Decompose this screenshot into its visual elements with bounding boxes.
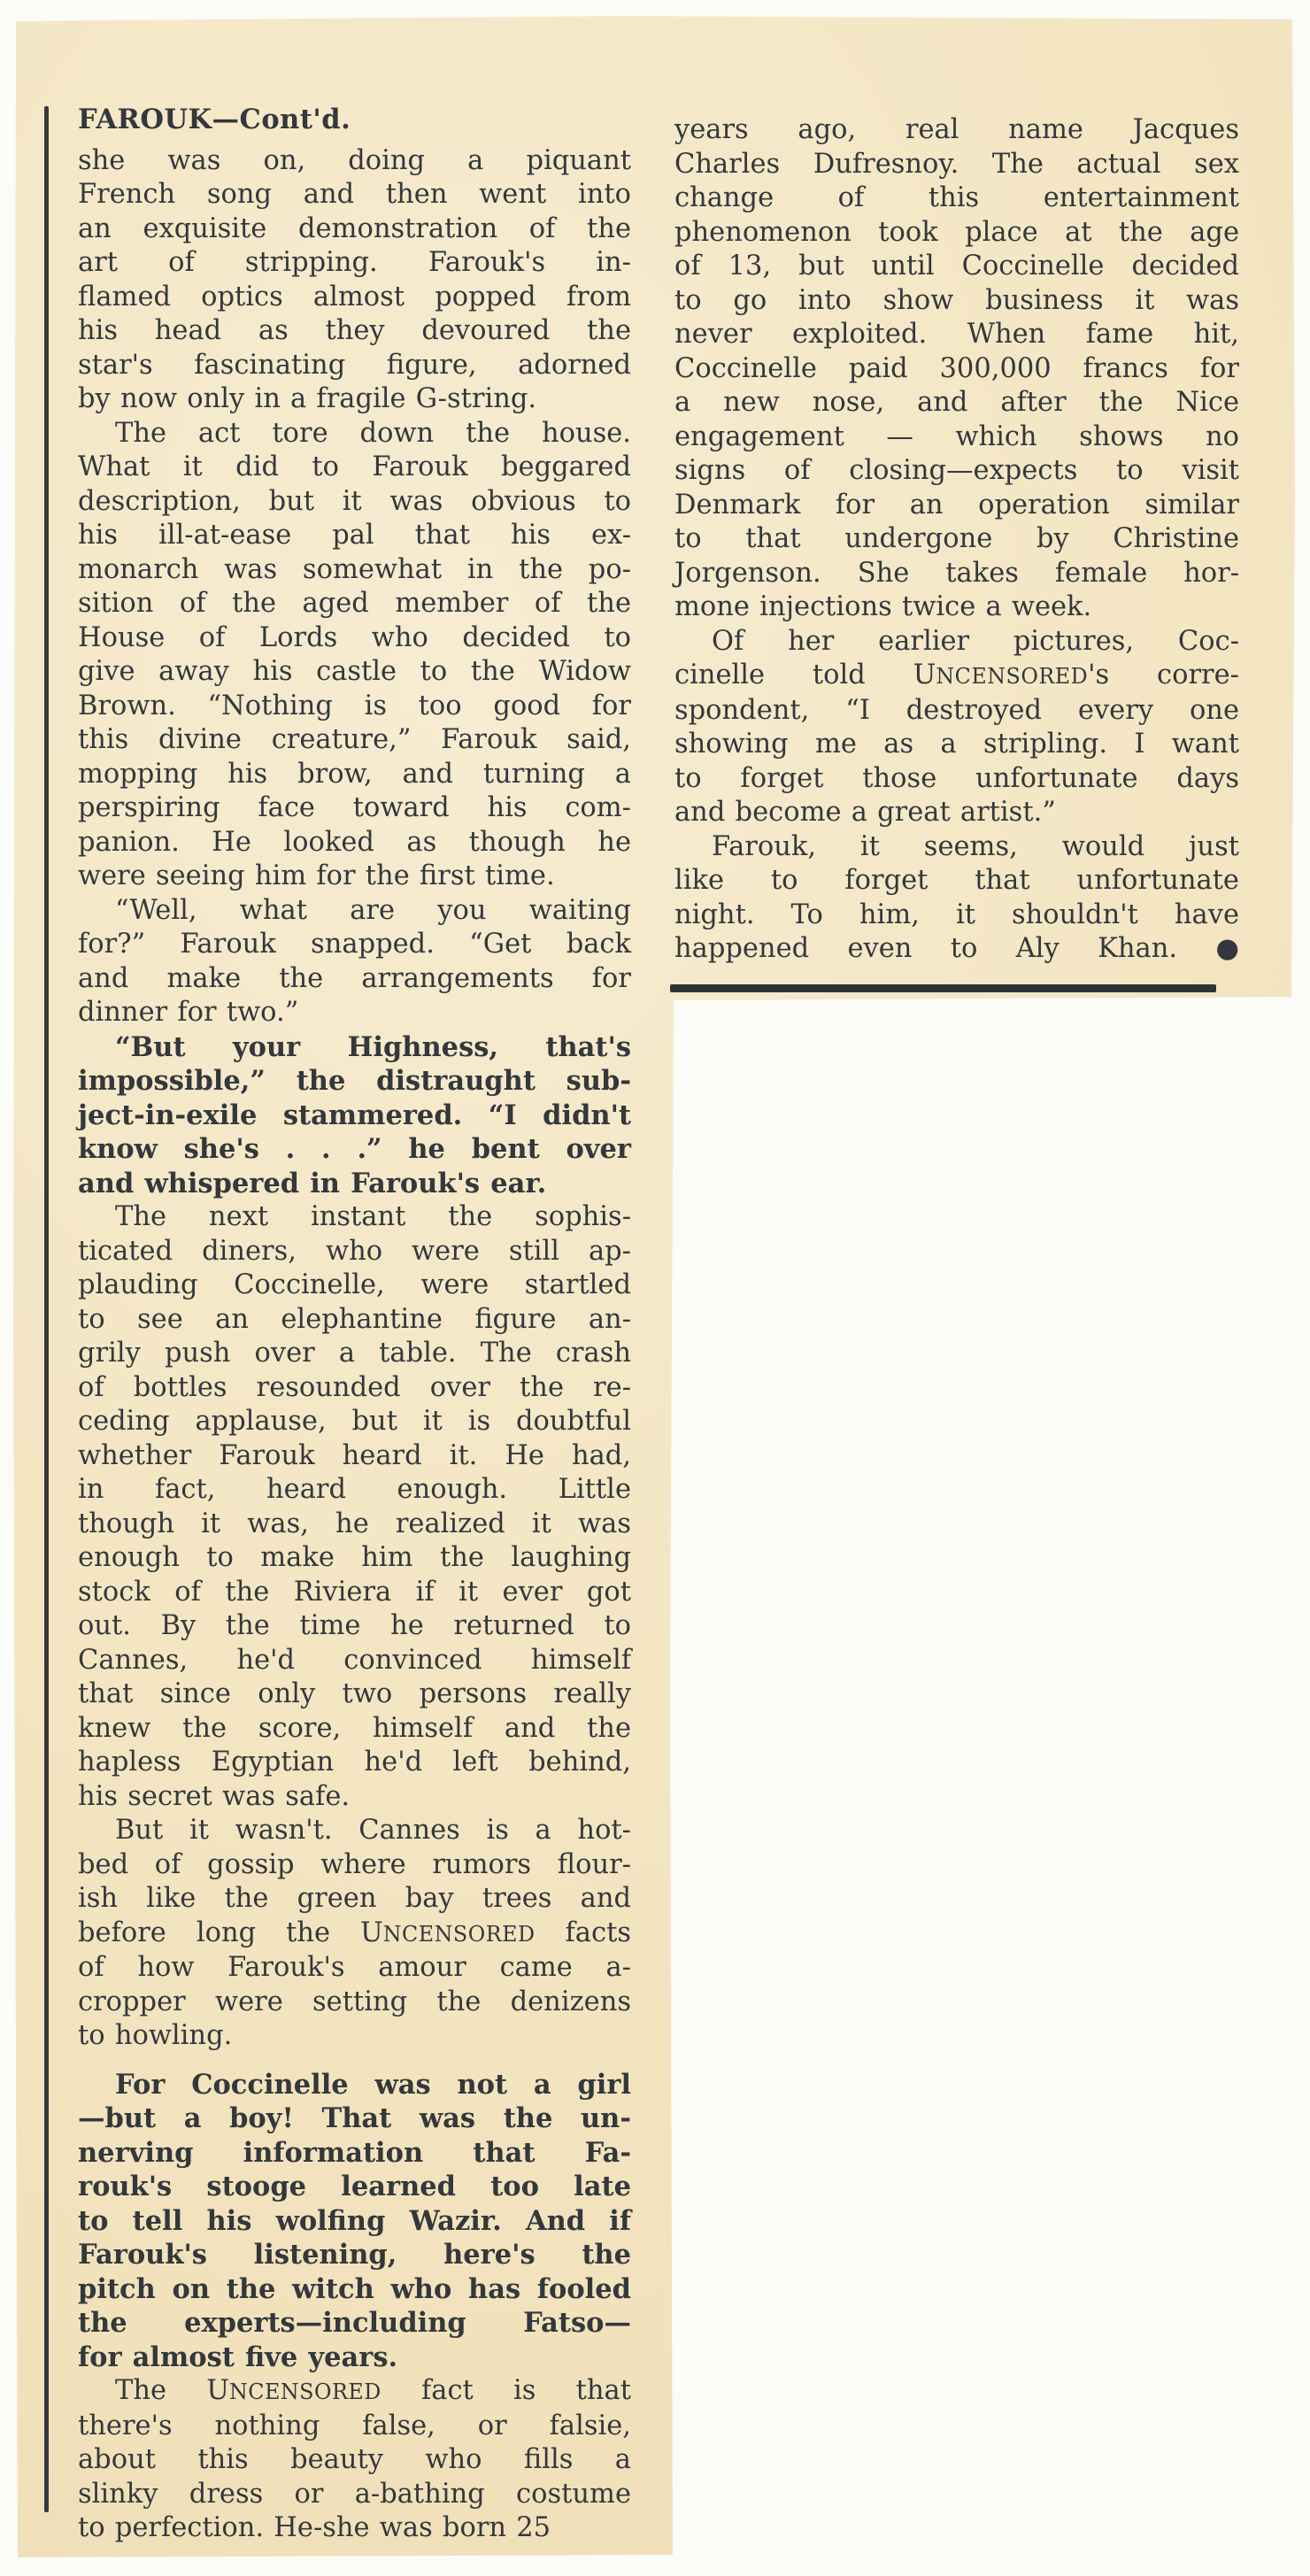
paragraph [78,1200,631,1814]
text-line: sition of the aged member of the [78,588,631,619]
text-line: bed of gossip where rumors flour- [78,1848,631,1880]
text-line: a new nose, and after the Nice [674,387,1239,418]
text-line: For Coccinelle was not a girl [115,2068,631,2101]
text-line: The act tore down the house. [115,417,631,449]
magazine-name-smallcaps: UNCENSORED [360,1917,536,1948]
text-line: knew the score, himself and the [78,1712,631,1744]
text-line: “Well, what are you waiting [115,894,631,926]
text-line: out. By the time he returned to [78,1610,631,1641]
text-line: flamed optics almost popped from [78,281,631,312]
text-line: his head as they devoured the [78,315,631,346]
text-line: “But your Highness, that's [115,1030,631,1063]
paragraph [78,2068,631,2375]
text-line: before long the UNCENSORED facts [78,1917,631,1948]
text-line: night. To him, it shouldn't have [674,899,1239,930]
text-line: French song and then went into [78,179,631,210]
text-line: engagement — which shows no [674,420,1239,452]
paragraph [78,144,631,417]
text-line: star's fascinating figure, adorned [78,349,631,381]
text-line: an exquisite demonstration of the [78,212,631,244]
text-line: spondent, “I destroyed every one [674,694,1239,726]
text-line: House of Lords who decided to [78,621,631,653]
text-line: monarch was somewhat in the po- [78,553,631,585]
text-line: for almost five years. [78,2341,398,2373]
text-line: nerving information that Fa- [78,2136,631,2169]
text-line: of 13, but until Coccinelle decided [674,251,1239,282]
text-line: Cannes, he'd convinced himself [78,1644,631,1676]
text-line: showing me as a stripling. I want [674,729,1239,760]
text-line: hapless Egyptian he'd left behind, [78,1747,631,1778]
text-line: though it was, he realized it was [78,1508,631,1539]
text-line: that since only two persons really [78,1678,631,1709]
paragraph [78,1814,631,2054]
text-line: —but a boy! That was the un- [78,2102,631,2134]
column-left-rule [44,106,49,2512]
text-line: stock of the Riviera if it ever got [78,1576,631,1608]
text-line: Farouk's listening, here's the [78,2239,631,2271]
paragraph [78,1030,631,1201]
paragraph [674,830,1239,967]
text-line: art of stripping. Farouk's in- [78,247,631,278]
text-line: the experts—including Fatso— [78,2307,631,2339]
text-line: to that undergone by Christine [674,523,1239,554]
text-line: grily push over a table. The crash [78,1338,631,1369]
article-column-right [674,113,1239,967]
text-line: signs of closing—expects to visit [674,455,1239,486]
text-line: perspiring face toward his com- [78,792,631,823]
text-line: about this beauty who fills a [78,2444,631,2475]
paragraph [674,113,1239,625]
text-line: this divine creature,” Farouk said, [78,724,631,755]
paragraph [78,2374,631,2546]
text-line: enough to make him the laughing [78,1542,631,1573]
text-line: Coccinelle paid 300,000 francs for [674,352,1239,384]
text-line: dinner for two.” [78,997,299,1028]
text-line: Of her earlier pictures, Coc- [712,625,1239,657]
continuation-heading: FAROUK—Cont'd. [78,104,351,135]
text-line: ticated diners, who were still ap- [78,1235,631,1267]
text-line: change of this entertainment [674,182,1239,213]
text-line: ish like the green bay trees and [78,1883,631,1914]
text-line: But it wasn't. Cannes is a hot- [115,1815,631,1846]
text-line: by now only in a fragile G-string. [78,383,537,414]
text-line: mopping his brow, and turning a [78,758,631,790]
text-line: panion. He looked as though he [78,826,631,858]
article-column-left [78,103,631,2546]
text-line: of how Farouk's amour came a- [78,1952,631,1983]
text-line: give away his castle to the Widow [78,656,631,687]
text-line: phenomenon took place at the age [674,216,1239,248]
text-line: to perfection. He-she was born 25 [78,2512,551,2543]
text-line: to tell his wolfing Wazir. And if [78,2204,631,2237]
article-end-rule [670,984,1216,992]
magazine-name-smallcaps: UNCENSORED [913,659,1089,690]
text-line: Farouk, it seems, would just [712,830,1239,862]
text-line: description, but it was obvious to [78,485,631,517]
text-line: Charles Dufresnoy. The actual sex [674,148,1239,180]
paragraph [78,894,631,1030]
text-line: cropper were setting the denizens [78,1986,631,2017]
text-line: and whispered in Farouk's ear. [78,1167,547,1199]
text-line: there's nothing false, or falsie, [78,2410,631,2441]
text-line: know she's . . .” he bent over [78,1133,631,1165]
text-line: were seeing him for the first time. [78,860,555,891]
paragraph [78,417,631,894]
text-line: Denmark for an operation similar [674,489,1239,521]
text-line: Brown. “Nothing is too good for [78,690,631,721]
text-line: to howling. [78,2020,233,2051]
text-line: slinky dress or a-bathing costume [78,2478,631,2510]
text-line: in fact, heard enough. Little [78,1474,631,1505]
text-line: pitch on the witch who has fooled [78,2272,631,2305]
text-line: impossible,” the distraught sub- [78,1065,631,1097]
text-line: cinelle told UNCENSORED's corre- [674,659,1239,690]
text-line: she was on, doing a piquant [78,144,631,176]
text-line: of bottles resounded over the re- [78,1371,631,1403]
text-line: his ill-at-ease pal that his ex- [78,520,631,551]
text-line: and become a great artist.” [674,797,1056,828]
text-line: ceding applause, but it is doubtful [78,1406,631,1437]
text-line: plauding Coccinelle, were startled [78,1269,631,1300]
text-line: happened even to Aly Khan. ● [674,933,1239,964]
text-line: to see an elephantine figure an- [78,1303,631,1335]
text-line: like to forget that unfortunate [674,865,1239,896]
text-line: The UNCENSORED fact is that [115,2375,631,2406]
text-line: his secret was safe. [78,1780,351,1812]
text-line: rouk's stooge learned too late [78,2171,631,2202]
text-line: to go into show business it was [674,284,1239,316]
magazine-name-smallcaps: UNCENSORED [206,2375,381,2406]
text-line: for?” Farouk snapped. “Get back [78,929,631,960]
text-line: years ago, real name Jacques [674,114,1239,145]
paragraph [674,625,1239,830]
text-line: The next instant the sophis- [115,1201,631,1232]
text-line: What it did to Farouk beggared [78,451,631,482]
text-line: whether Farouk heard it. He had, [78,1439,631,1471]
text-line: never exploited. When fame hit, [674,319,1239,350]
text-line: ject-in-exile stammered. “I didn't [78,1099,631,1131]
text-line: and make the arrangements for [78,962,631,994]
text-line: Jorgenson. She takes female hor- [674,557,1239,589]
text-line: to forget those unfortunate days [674,762,1239,794]
text-line: mone injections twice a week. [674,591,1092,622]
